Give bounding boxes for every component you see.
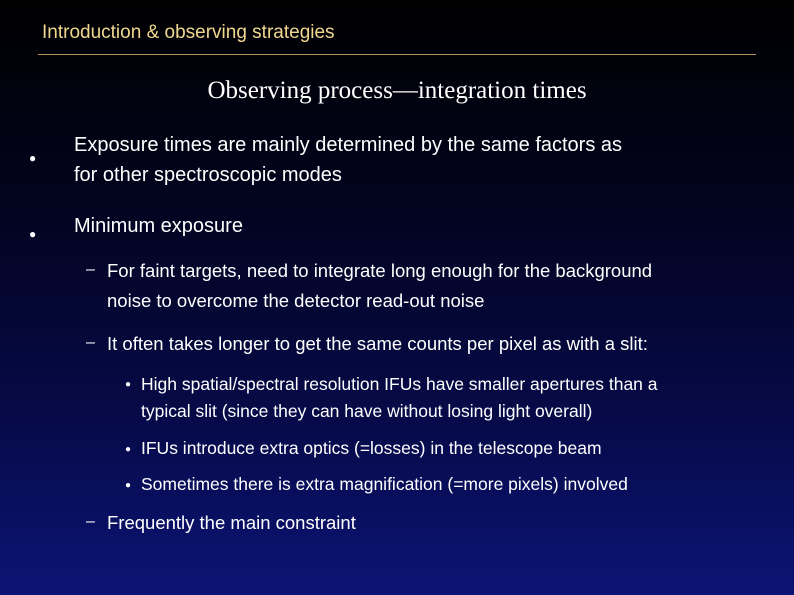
bullet-item (74, 211, 243, 241)
sub-sub-bullet-line: typical slit (since they can have without losing light overall) (141, 401, 593, 421)
sub-sub-bullet-line: High spatial/spectral resolution IFUs have smaller apertures than a (141, 374, 658, 394)
bullet-icon: ● (29, 151, 37, 165)
sub-bullet-item (107, 256, 652, 316)
sub-sub-bullet-item (141, 435, 602, 462)
bullet-icon: ● (29, 227, 37, 241)
sub-sub-bullet-item (141, 471, 628, 498)
slide-header: Introduction & observing strategies (42, 22, 335, 43)
sub-bullet-line: noise to overcome the detector read-out noise (107, 290, 485, 311)
sub-bullet-item (107, 329, 648, 359)
sub-sub-bullet-line: Sometimes there is extra magnification (=more pixels) involved (141, 474, 628, 494)
sub-bullet-item (107, 508, 356, 538)
bullet-icon: ● (125, 379, 132, 390)
sub-sub-bullet-item (141, 371, 658, 425)
dash-icon: – (86, 261, 95, 278)
sub-sub-bullet-line: IFUs introduce extra optics (=losses) in the telescope beam (141, 438, 602, 458)
header-divider (38, 54, 756, 55)
bullet-icon: ● (125, 444, 132, 455)
slide-title: Observing process—integration times (207, 77, 587, 104)
sub-bullet-line: It often takes longer to get the same counts per pixel as with a slit: (107, 333, 648, 354)
dash-icon: – (86, 334, 95, 351)
bullet-line: for other spectroscopic modes (74, 164, 342, 186)
dash-icon: – (86, 513, 95, 530)
bullet-icon: ● (125, 480, 132, 491)
bullet-line: Exposure times are mainly determined by the same factors as (74, 134, 623, 156)
bullet-item (74, 130, 622, 190)
bullet-line: Minimum exposure (74, 215, 243, 237)
sub-bullet-line: Frequently the main constraint (107, 512, 356, 533)
sub-bullet-line: For faint targets, need to integrate long enough for the background (107, 260, 653, 281)
